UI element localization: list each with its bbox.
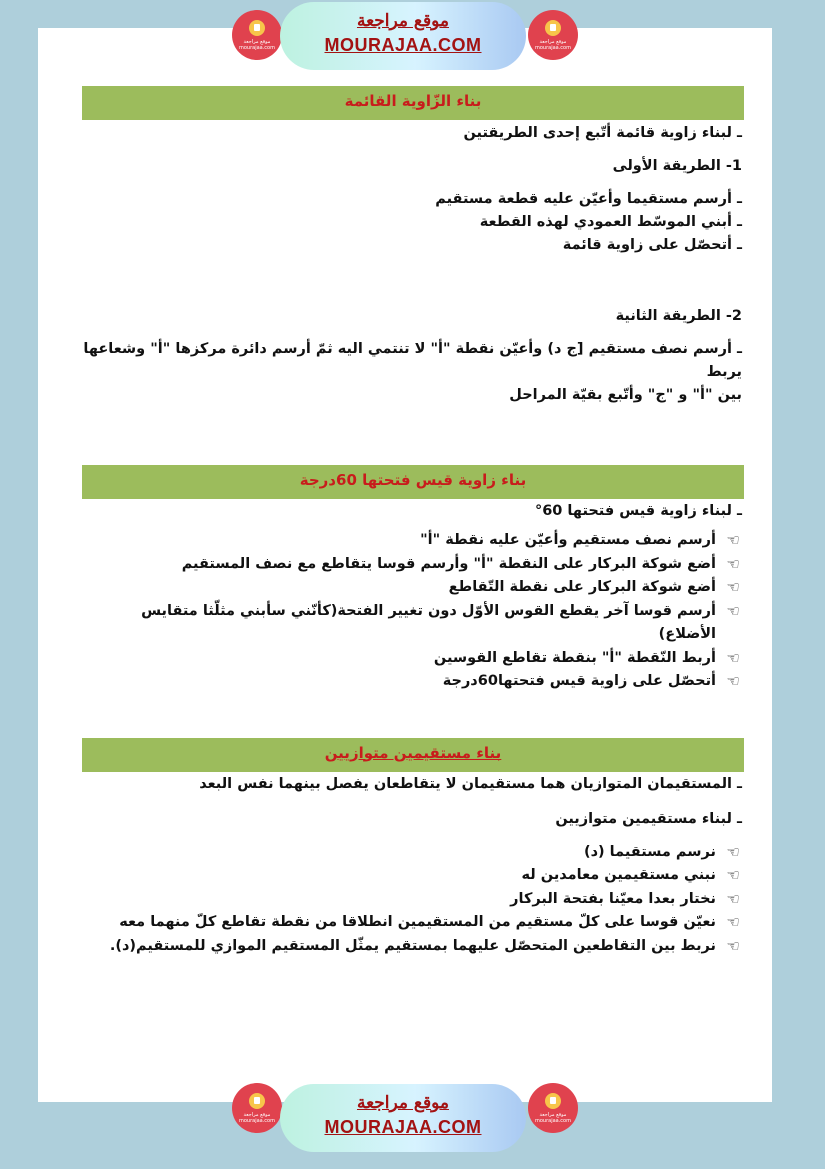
list-item: ☜ نعيّن قوسا على كلّ مستقيم من المستقيمين انطلاقا من نقطة تقاطع كلّ منهما معه — [82, 911, 744, 935]
hand-pointer-icon: ☜ — [726, 578, 740, 596]
list-item: ☜ أرسم نصف مستقيم وأعيّن عليه نقطة "أ" — [82, 529, 744, 553]
section-title-right-angle: بناء الزّاوية القائمة — [82, 86, 744, 120]
method-step: ـ أبني الموسّط العمودي لهذه القطعة — [479, 214, 742, 230]
brand-arabic: موقع مراجعة — [356, 1093, 449, 1113]
steps-list — [82, 529, 744, 694]
section-intro: ـ لبناء زاوية قيس فتحتها 60° — [534, 503, 742, 519]
section-intro: ـ لبناء مستقيمين متوازيين — [555, 810, 742, 827]
list-item: ☜ نبني مستقيمين معامدين له — [82, 864, 744, 888]
hand-pointer-icon: ☜ — [726, 648, 740, 667]
hand-pointer-icon: ☜ — [726, 866, 740, 884]
section-intro: ـ المستقيمان المتوازيان هما مستقيمان لا يتقاطعان يفصل بينهما نفس البعد — [199, 775, 742, 792]
hand-pointer-icon: ☜ — [726, 936, 740, 955]
section-title-parallel-lines: بناء مستقيمين متوازيين — [82, 738, 744, 772]
logo-badge-icon: موقع مراجعة mourajaa.com — [232, 1083, 282, 1133]
list-item: ☜ أضع شوكة البركار على النقطة "أ" وأرسم قوسا يتقاطع مع نصف المستقيم — [82, 553, 744, 577]
brand-url: MOURAJAA.COM — [324, 35, 482, 55]
footer-brand[interactable] — [280, 1084, 526, 1152]
method-title: 2- الطريقة الثانية — [615, 308, 742, 324]
hand-pointer-icon: ☜ — [726, 601, 740, 620]
list-item: ☜ أربط النّقطة "أ" بنقطة تقاطع القوسين — [82, 647, 744, 671]
section-intro: ـ لبناء زاوية قائمة أتّبع إحدى الطريقتين — [463, 125, 742, 141]
list-item: ☜ نربط بين التقاطعين المتحصّل عليهما بمستقيم يمثّل المستقيم الموازي للمستقيم(د). — [82, 935, 744, 959]
hand-pointer-icon: ☜ — [726, 889, 740, 908]
header-brand[interactable] — [280, 2, 526, 70]
method-step: ـ أتحصّل على زاوية قائمة — [562, 237, 742, 253]
brand-arabic: موقع مراجعة — [356, 11, 449, 31]
list-item: ☜ نختار بعدا معيّنا بفتحة البركار — [82, 888, 744, 912]
logo-badge-icon: موقع مراجعة mourajaa.com — [232, 10, 282, 60]
method-step: ـ أرسم مستقيما وأعيّن عليه قطعة مستقيم — [435, 191, 742, 207]
logo-badge-icon: موقع مراجعة mourajaa.com — [528, 10, 578, 60]
brand-url: MOURAJAA.COM — [324, 1117, 482, 1137]
hand-pointer-icon: ☜ — [726, 554, 740, 573]
hand-pointer-icon: ☜ — [726, 672, 740, 690]
section-title-60-angle: بناء زاوية قيس فتحتها 60درجة — [82, 465, 744, 499]
hand-pointer-icon: ☜ — [726, 531, 740, 549]
document-content — [82, 86, 744, 958]
method-text: ـ أرسم نصف مستقيم [ج د) وأعيّن نقطة "أ" لا تنتمي اليه ثمّ أرسم دائرة مركزها "أ" وشعاعها يربط — [83, 341, 742, 380]
logo-badge-icon: موقع مراجعة mourajaa.com — [528, 1083, 578, 1133]
hand-pointer-icon: ☜ — [726, 842, 740, 861]
steps-list — [82, 841, 744, 959]
list-item: ☜ نرسم مستقيما (د) — [82, 841, 744, 865]
list-item: ☜ أضع شوكة البركار على نقطة التّقاطع — [82, 576, 744, 600]
hand-pointer-icon: ☜ — [726, 913, 740, 931]
method-title: 1- الطريقة الأولى — [612, 158, 742, 174]
list-item: ☜ أرسم قوسا آخر يقطع القوس الأوّل دون تغيير الفتحة(كأنّني سأبني مثلّثا متقايس الأضلاع) — [141, 601, 740, 642]
method-text: بين "أ" و "ج" وأتّبع بقيّة المراحل — [509, 387, 742, 403]
list-item: ☜ أتحصّل على زاوية قيس فتحتها60درجة — [82, 670, 744, 694]
